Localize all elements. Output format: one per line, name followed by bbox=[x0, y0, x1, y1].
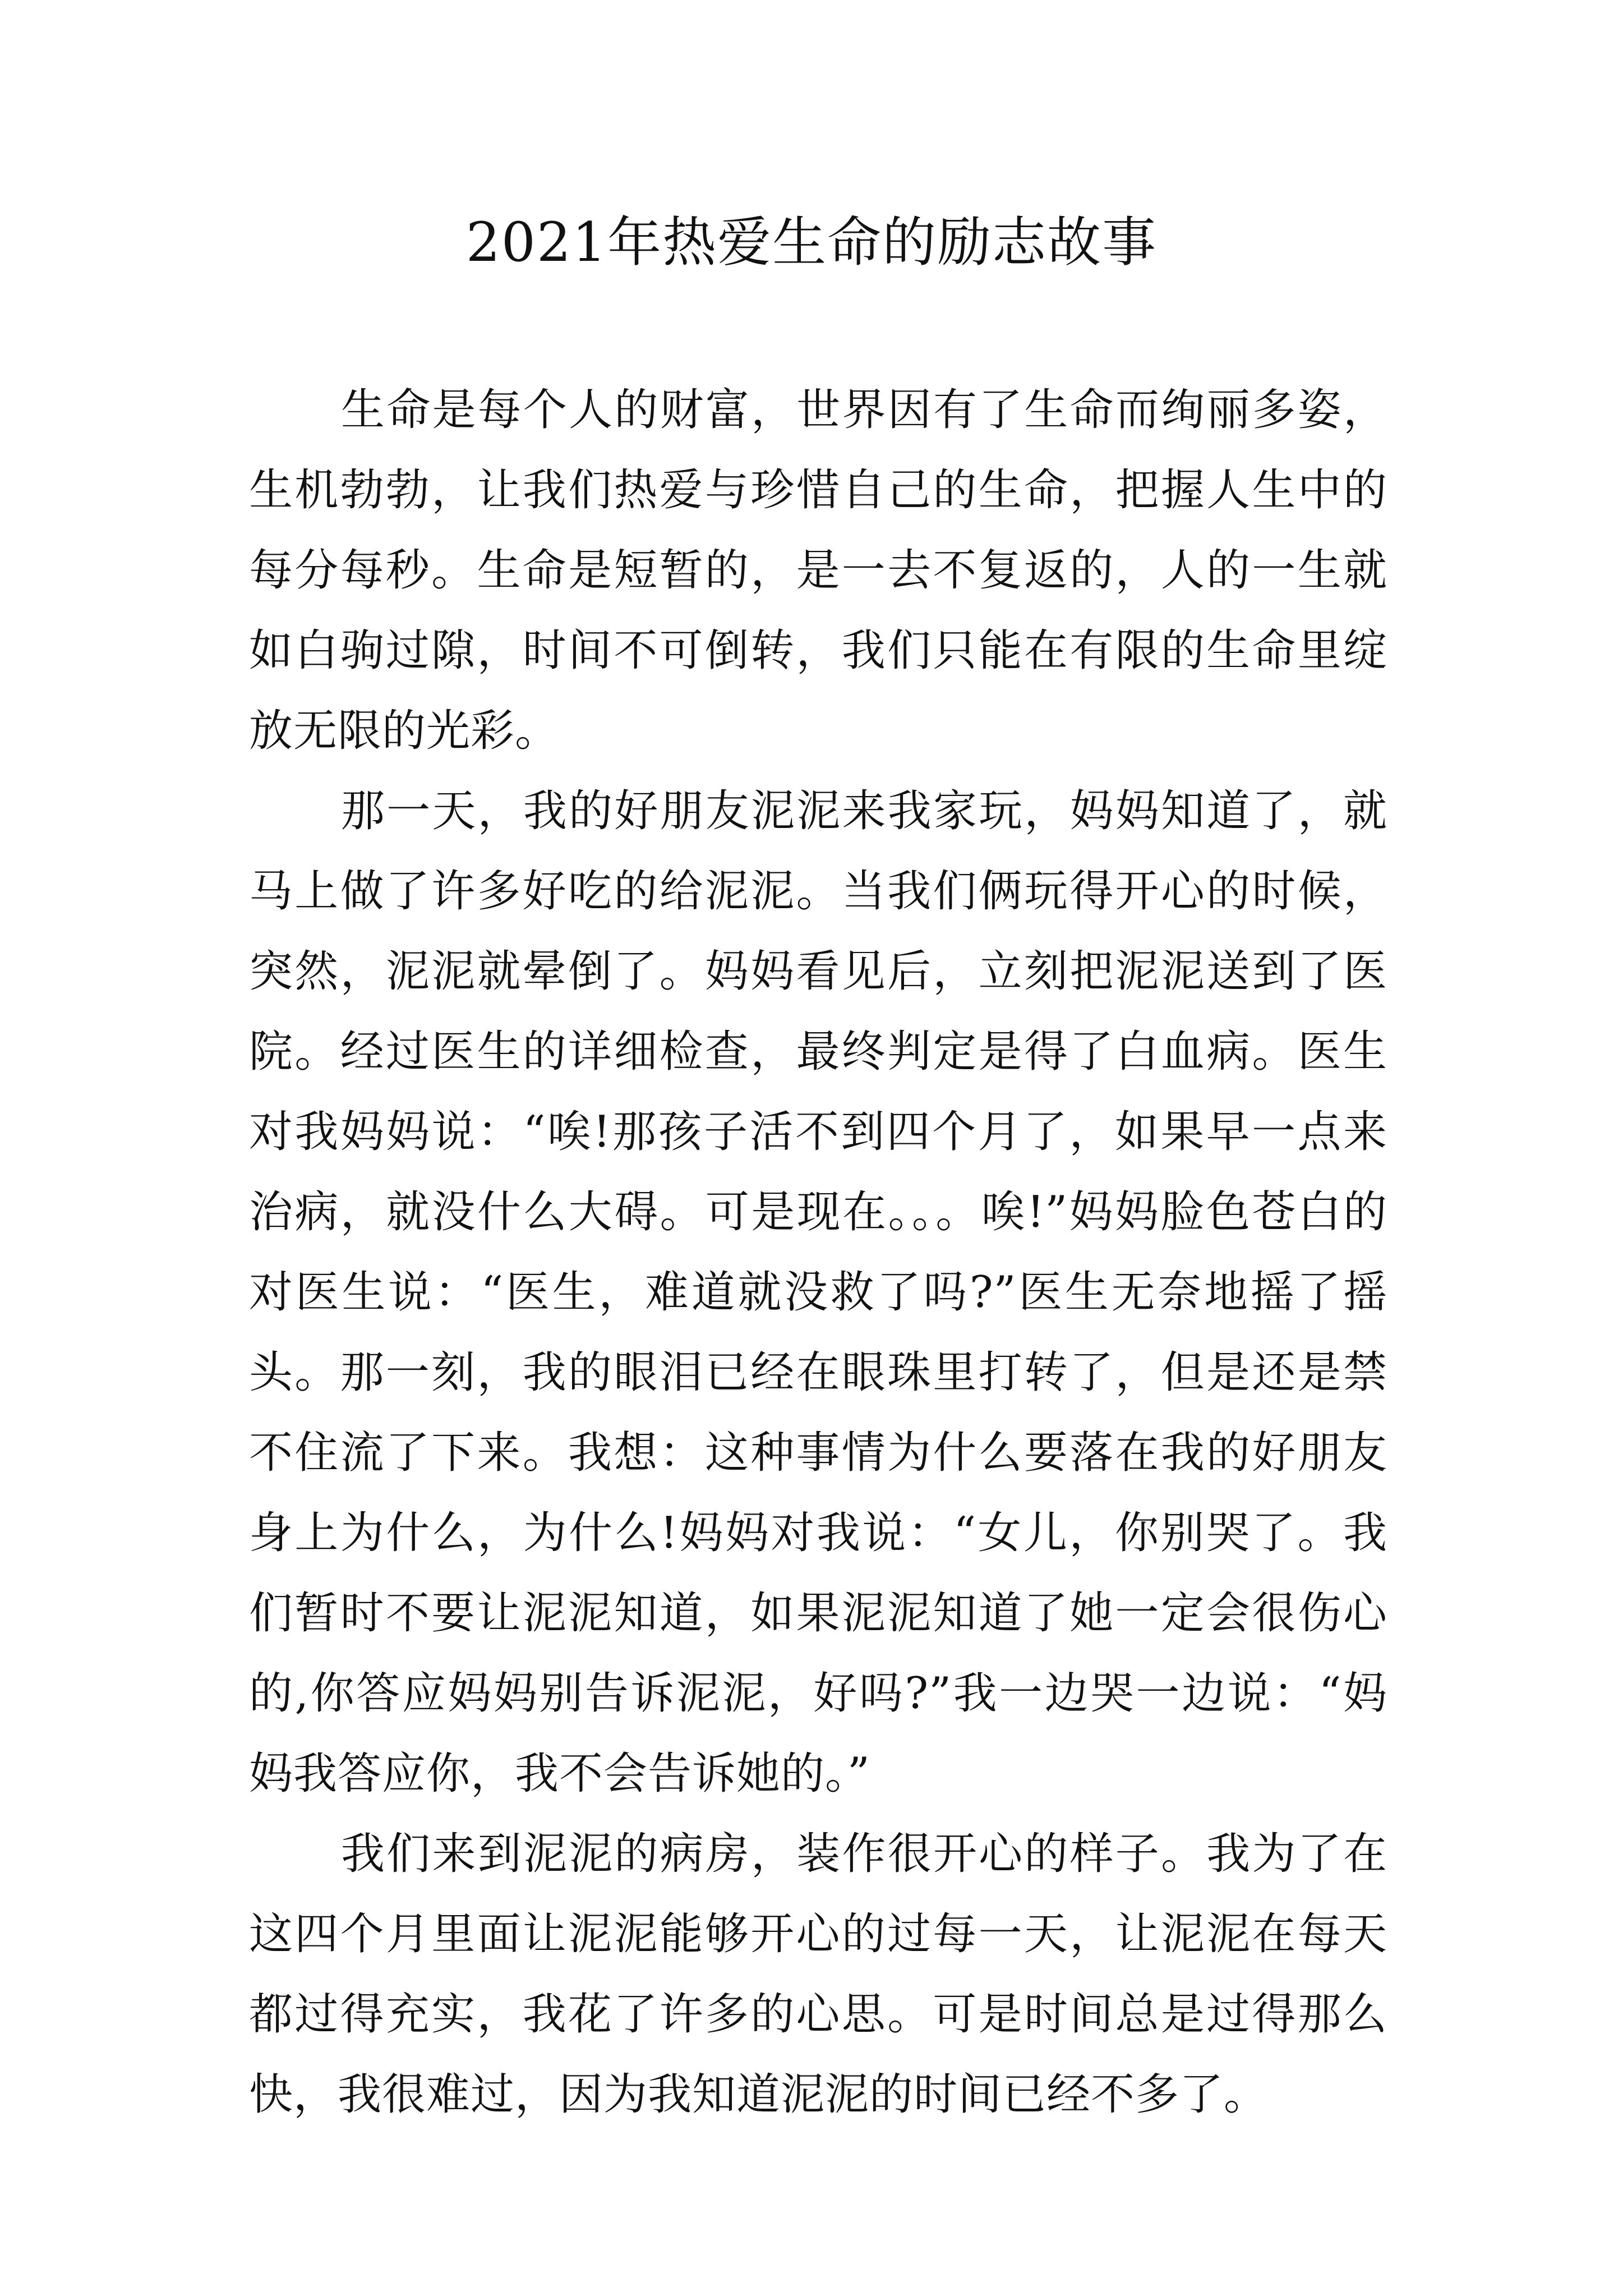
paragraph-3: 我们来到泥泥的病房，装作很开心的样子。我为了在这四个月里面让泥泥能够开心的过每一天，让泥泥在每天都过得充实，我花了许多的心思。可是时间总是过得那么快，我很难过，因为我知道泥泥的时间已经不多了。 bbox=[249, 1829, 1387, 2120]
document-title: 2021年热爱生命的励志故事 bbox=[465, 211, 1158, 274]
paragraph-1: 生命是每个人的财富，世界因有了生命而绚丽多姿，生机勃勃，让我们热爱与珍惜自己的生命，把握人生中的每分每秒。生命是短暂的，是一去不复返的，人的一生就如白驹过隙，时间不可倒转，我们只能在有限的生命里绽放无限的光彩。 bbox=[249, 385, 1387, 756]
document-body bbox=[249, 370, 1387, 2135]
paragraph-2: 那一天，我的好朋友泥泥来我家玩，妈妈知道了，就马上做了许多好吃的给泥泥。当我们俩玩得开心的时候，突然，泥泥就晕倒了。妈妈看见后，立刻把泥泥送到了医院。经过医生的详细检查，最终判定是得了白血病。医生对我妈妈说：“唉!那孩子活不到四个月了，如果早一点来治病，就没什么大碍。可是现在。。。唉!”妈妈脸色苍白的对医生说：“医生，难道就没救了吗?”医生无奈地摇了摇头。那一刻，我的眼泪已经在眼珠里打转了，但是还是禁不住流了下来。我想：这种事情为什么要落在我的好朋友身上为什么，为什么!妈妈对我说：“女儿，你别哭了。我们暂时不要让泥泥知道，如果泥泥知道了她一定会很伤心的,你答应妈妈别告诉泥泥，好吗?”我一边哭一边说：“妈妈我答应你，我不会告诉她的。” bbox=[249, 786, 1387, 1799]
